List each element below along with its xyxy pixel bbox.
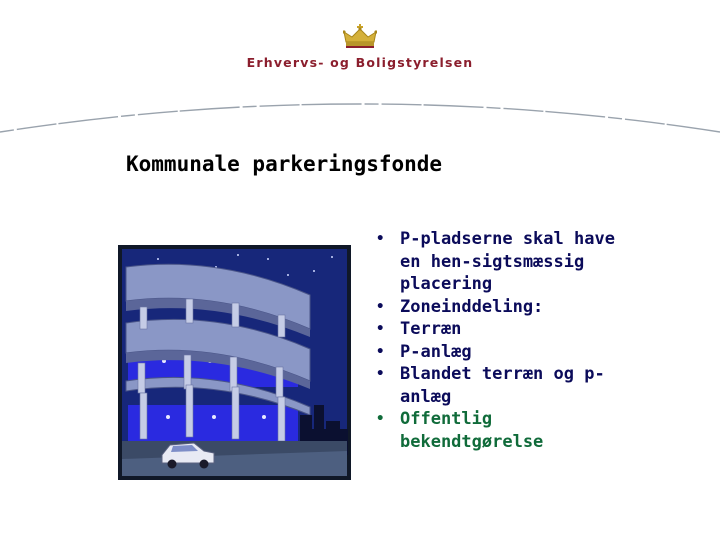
organization-name: Erhvervs- og Boligstyrelsen: [246, 55, 474, 70]
parking-garage-illustration: [118, 245, 351, 480]
bullet-item: • Terræn: [376, 318, 636, 341]
crown-icon: [343, 24, 377, 50]
bullet-item: • Offentlig bekendtgørelse: [376, 408, 636, 453]
bullet-list: [376, 228, 636, 453]
header-logo: [0, 0, 720, 80]
header-divider: [0, 80, 720, 150]
bullet-item: • Blandet terræn og p-anlæg: [376, 363, 636, 408]
slide-title: Kommunale parkeringsfonde: [126, 152, 443, 176]
bullet-item: • P-pladserne skal have en hen-sigtsmæssig placering: [376, 228, 636, 296]
bullet-item: • P-anlæg: [376, 341, 636, 364]
bullet-item: • Zoneinddeling:: [376, 296, 636, 319]
